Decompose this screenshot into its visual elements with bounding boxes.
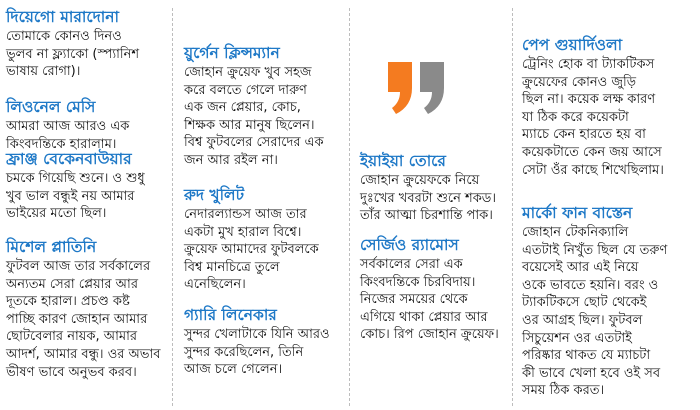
quote-entry <box>360 236 510 344</box>
quote-entry <box>522 204 696 400</box>
quote-text: সর্বকালের সেরা এক কিংবদন্তিকে চিরবিদায়। নিজের সময়ের থেকে এগিয়ে থাকা প্লেয়ার আর কোচ। রিপ জোহান ক্রুয়েফ। <box>360 257 499 343</box>
quote-entry <box>184 44 346 170</box>
speaker-name: গ্যারি লিনেকার <box>184 306 277 324</box>
quote-entry <box>6 150 168 223</box>
speaker-name: মিশেল প্লাতিনি <box>6 238 97 256</box>
column-divider <box>512 8 513 406</box>
quote-entry <box>6 98 168 153</box>
quote-entry <box>522 36 696 179</box>
quote-entry <box>360 152 510 225</box>
quote-text: জোহান টেকনিক্যালি এতটাই নিখুঁত ছিল যে তরুণ বয়েসেই আর এই নিয়ে ওকে ভাবতে হয়নি। বরং ও ট্যাকটিকসে ছোট থেকেই ওর আগ্রহ ছিল। ফুটবল সিচুয়েশন ওর এতটাই পরিষ্কার থাকত যে ম্যাচটা কী ভাবে খেলা হবে ওই সব সময় ঠিক করত। <box>522 225 668 399</box>
speaker-name: দিয়েগো মারাদোনা <box>6 8 119 26</box>
quote-entry <box>184 306 346 379</box>
column-divider <box>349 8 350 406</box>
quote-text: জোহান ক্রুয়েফ খুব সহজ করে বলতে গেলে দারুণ এক জন প্লেয়ার, কোচ, শিক্ষক আর মানুষ ছিলেন। বিশ্ব ফুটবলের সেরাদের এক জন আর রইল না। <box>184 65 324 168</box>
quote-text: জোহান ক্রুয়েফকে নিয়ে দুঃখের খবরটা শুনে শকড। তাঁর আত্মা চিরশান্তি পাক। <box>360 173 497 224</box>
quote-text: নেদারল্যান্ডস আজ তার একটা মুখ হারাল বিশ্বে। ক্রুয়েফ আমাদের ফুটবলকে বিশ্ব মানচিত্রে তুলে এনেছিলেন। <box>184 207 319 293</box>
quote-text: আমরা আজ আরও এক কিংবদন্তিকে হারালাম। <box>6 119 130 152</box>
speaker-name: সের্জিও র‍্যামোস <box>360 236 459 254</box>
speaker-name: য়ুর্গেন ক্লিন্সম্যান <box>184 44 280 62</box>
quote-text: চমকে গিয়েছি শুনে। ও শুধু খুব ভাল বন্ধুই নয় আমার ভাইয়ের মতো ছিল। <box>6 171 145 222</box>
quote-entry <box>6 8 168 81</box>
quote-entry <box>184 186 346 294</box>
column-divider <box>172 8 173 406</box>
speaker-name: মার্কো ফান বাস্তেন <box>522 204 633 222</box>
speaker-name: ইয়াইয়া তোরে <box>360 152 446 170</box>
speaker-name: ফ্রাঞ্জ বেকেনবাউয়ার <box>6 150 132 168</box>
quote-entry <box>6 238 168 381</box>
quote-text: ট্রেনিং হোক বা ট্যাকটিকস ক্রুয়েফের কোনও জুড়ি ছিল না। কয়েক লক্ষ কারণ যা ঠিক করে কয়েকটা ম্যাচে কেন হারতে হয় বা কয়েকটাতে কেন জয় আসে সেটা ওঁর কাছে শিখেছিলাম। <box>522 57 664 178</box>
quote-text: তোমাকে কোনও দিনও ভুলব না ফ্ল্যাকো (স্প্যানিশ ভাষায় রোগা)। <box>6 29 140 80</box>
speaker-name: লিওনেল মেসি <box>6 98 96 116</box>
quote-mark-icon <box>386 58 448 124</box>
speaker-name: রুদ খুলিট <box>184 186 245 204</box>
quote-text: সুন্দর খেলাটাকে যিনি আরও সুন্দর করেছিলেন, তিনি আজ চলে গেলেন। <box>184 327 330 378</box>
speaker-name: পেপ গুয়ার্দিওলা <box>522 36 623 54</box>
quote-text: ফুটবল আজ তার সর্বকালের অন্যতম সেরা প্লেয়ার আর দূতকে হারাল। প্রচণ্ড কষ্ট পাচ্ছি কারণ জোহান আমার ছোটবেলার নায়ক, আমার আদর্শ, আমার বন্ধু। ওর অভাব ভীষণ ভাবে অনুভব করব। <box>6 259 161 380</box>
